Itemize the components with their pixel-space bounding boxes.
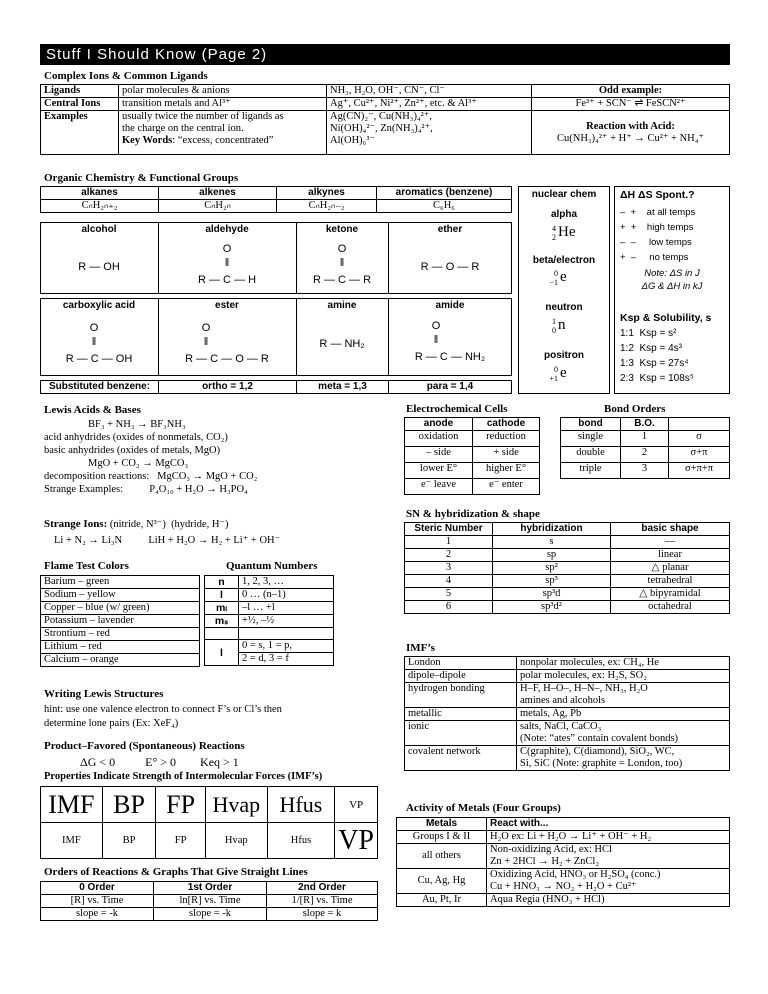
imf-type: ionic [405, 721, 517, 746]
alkynes-formula: CₙH₂ₙ₋₂ [277, 200, 377, 213]
order-2-graph: 1/[R] vs. Time [267, 895, 378, 908]
lewis-lines [44, 418, 257, 496]
spont-note-line1: Note: ΔS in J [644, 268, 700, 279]
quantum-symbol: mₛ [205, 615, 239, 628]
writing-lewis-heading: Writing Lewis Structures [44, 688, 164, 700]
metal-reaction [487, 844, 730, 869]
electro-cell: e⁻ leave [405, 479, 473, 495]
ksp-ratio: 1:2 [620, 343, 634, 354]
imf-big: IMF [41, 787, 103, 823]
positron-charge: +1 [549, 374, 558, 383]
lewis-line: MgO + CO₂ → MgCO₃ [88, 458, 189, 469]
electro-cell: + side [473, 447, 540, 463]
ester-double-bond: ‖ [203, 336, 209, 348]
ester-o: O [201, 322, 211, 334]
flame-row: Sodium – yellow [41, 589, 200, 602]
hfus-big: Hfus [267, 787, 335, 823]
metal-group: all others [397, 844, 487, 869]
bond-cell: 2 [621, 447, 669, 463]
hvap-big: Hvap [205, 787, 267, 823]
sn-table [404, 522, 730, 614]
metal-reaction [487, 869, 730, 894]
sn-cell: 5 [405, 588, 493, 601]
flame-table [40, 575, 200, 667]
ligands-label: Ligands [41, 85, 119, 98]
hvap-small: Hvap [205, 823, 267, 859]
lewis-line: Strange Examples: P₄O₁₀ + H₂O → H₃PO₄ [44, 484, 248, 495]
imf-heading: IMF’s [406, 642, 435, 654]
fp-small: FP [156, 823, 206, 859]
sn-cell: 2 [405, 549, 493, 562]
bond-cell: σ [669, 431, 730, 447]
nuclear-heading: nuclear chem [531, 189, 597, 200]
imf-desc-line: H–F, H–O–, H–N–, NH₃, H₂O [520, 683, 648, 694]
sn-cell: △ bipyramidal [611, 588, 730, 601]
ksp-expr: Ksp = 108s⁵ [639, 373, 694, 384]
order-1-slope: slope = -k [154, 908, 267, 921]
writing-lewis-line1: hint: use one valence electron to connect F’s or Cl’s then [44, 704, 282, 715]
metal-reaction: Aqua Regia (HNO₃ + HCl) [487, 894, 730, 907]
order-2-slope: slope = k [267, 908, 378, 921]
imf-desc-line: (Note: “ates” contain covalent bonds) [520, 733, 679, 744]
sn-cell: sp³d² [493, 601, 611, 614]
meta-label: meta = 1,3 [297, 381, 389, 394]
amide-label: amide [435, 300, 465, 311]
aldehyde-label: aldehyde [205, 224, 249, 235]
metal-group: Cu, Ag, Hg [397, 869, 487, 894]
flame-row: Barium – green [41, 576, 200, 589]
bond-header: bond [561, 418, 621, 431]
complex-ions-table [40, 84, 730, 155]
metal-group: Groups I & II [397, 831, 487, 844]
odd-example-eq: Fe³⁺ + SCN⁻ ⇌ FeSCN²⁺ [532, 98, 730, 111]
cathode-header: cathode [473, 418, 540, 431]
imf-desc: polar molecules, ex: H₂S, SO₂ [517, 670, 730, 683]
alpha-charge: 2 [552, 233, 556, 242]
carboxylic-o: O [89, 322, 99, 334]
bond-cell: σ+π [669, 447, 730, 463]
ksp-expr: Ksp = 27s⁴ [639, 358, 689, 369]
quantum-l-value: 0 = s, 1 = p, [239, 640, 334, 653]
central-ions-ex: Ag⁺, Cu²⁺, Ni²⁺, Zn²⁺, etc. & Al³⁺ [327, 98, 532, 111]
aldehyde-structure: R — C — H [197, 274, 257, 286]
orders-heading: Orders of Reactions & Graphs That Give Straight Lines [44, 866, 308, 878]
sn-cell: octahedral [611, 601, 730, 614]
order-1-graph: ln[R] vs. Time [154, 895, 267, 908]
order-2-header: 2nd Order [267, 882, 378, 895]
quantum-value: 0 … (n–1) [239, 589, 334, 602]
react-header: React with... [487, 818, 730, 831]
strange-ions-heading: Strange Ions: [44, 518, 108, 530]
sn-cell: 3 [405, 562, 493, 575]
examples-ex-line3: Al(OH)₆³⁻ [330, 135, 376, 146]
quantum-value: 1, 2, 3, … [239, 576, 334, 589]
shape-header: basic shape [611, 523, 730, 536]
positron-label: positron [544, 350, 584, 361]
ester-label: ester [215, 300, 239, 311]
ksp-ratio: 1:1 [620, 328, 634, 339]
aromatics-label: aromatics (benzene) [377, 187, 512, 200]
electro-heading: Electrochemical Cells [406, 403, 508, 415]
ester-structure: R — C — O — R [185, 353, 269, 365]
quantum-l-value: 2 = d, 3 = f [239, 653, 334, 666]
quantum-symbol: l [205, 589, 239, 602]
sn-cell: 6 [405, 601, 493, 614]
lewis-line: decomposition reactions: MgCO₃ → MgO + CO₂ [44, 471, 258, 482]
spont-note [614, 267, 730, 293]
aldehyde-o: O [222, 243, 232, 255]
ortho-label: ortho = 1,2 [159, 381, 297, 394]
alkanes-label: alkanes [41, 187, 159, 200]
alkynes-label: alkynes [277, 187, 377, 200]
neutron-charge: 0 [552, 326, 556, 335]
spont-row: + – no temps [620, 252, 689, 263]
quantum-symbol: mₗ [205, 602, 239, 615]
spont-row: – + at all temps [620, 207, 696, 218]
substituted-label: Substituted benzene: [41, 381, 159, 394]
bond-orders-table [560, 417, 730, 479]
beta-symbol: e [560, 269, 567, 285]
neutron-symbol: n [558, 317, 566, 333]
flame-heading: Flame Test Colors [44, 560, 129, 572]
bond-cell: triple [561, 463, 621, 479]
imf-type: London [405, 657, 517, 670]
sn-cell: △ planar [611, 562, 730, 575]
ksp-expr: Ksp = s² [639, 328, 677, 339]
metals-header: Metals [397, 818, 487, 831]
neutron-label: neutron [545, 302, 583, 313]
imf-type: dipole–dipole [405, 670, 517, 683]
flame-row: Copper – blue (w/ green) [41, 602, 200, 615]
lewis-heading: Lewis Acids & Bases [44, 404, 141, 416]
examples-label: Examples [41, 111, 119, 155]
metal-reaction-line: Non-oxidizing Acid, ex: HCl [490, 844, 612, 855]
sn-header: Steric Number [405, 523, 493, 536]
flame-row: Lithium – red [41, 641, 200, 654]
ligands-desc: polar molecules & anions [119, 85, 327, 98]
imf-desc-line: amines and alcohols [520, 695, 606, 706]
metal-reaction: H₂O ex: Li + H₂O → Li⁺ + OH⁻ + H₂ [487, 831, 730, 844]
substituted-benzene-table [40, 380, 512, 394]
sn-cell: 4 [405, 575, 493, 588]
ksp-ratio: 1:3 [620, 358, 634, 369]
sn-cell: sp³d [493, 588, 611, 601]
central-ions-desc: transition metals and Al³⁺ [119, 98, 327, 111]
spont-row: + + high temps [620, 222, 694, 233]
sn-cell: 1 [405, 536, 493, 549]
ksp-expr: Ksp = 4s³ [639, 343, 682, 354]
acid-reaction-title: Reaction with Acid: [586, 120, 675, 132]
metal-reaction-line: Oxidizing Acid, HNO₃ or H₂SO₄ (conc.) [490, 869, 661, 880]
examples-ex-line2: Ni(OH)₄²⁻, Zn(NH₃)₄²⁺, [330, 123, 433, 134]
beta-charge: −1 [549, 278, 558, 287]
strange-ions-desc: (nitride, N³⁻) (hydride, H⁻) [107, 519, 229, 530]
electro-cell: lower E° [405, 463, 473, 479]
order-1-header: 1st Order [154, 882, 267, 895]
ksp-row [620, 341, 694, 356]
metals-table [396, 817, 730, 907]
bond-cell: 1 [621, 431, 669, 447]
positron-symbol: e [560, 365, 567, 381]
vp-small: VP [335, 787, 378, 823]
central-ions-label: Central Ions [41, 98, 119, 111]
sn-heading: SN & hybridization & shape [406, 508, 540, 520]
product-eq: ΔG < 0 E° > 0 Keq > 1 [80, 755, 239, 769]
alpha-label: alpha [550, 209, 578, 220]
page-title: Stuff I Should Know (Page 2) [40, 44, 730, 65]
imf-desc: metals, Ag, Pb [517, 708, 730, 721]
electro-cell: oxidation [405, 431, 473, 447]
bond-cell: double [561, 447, 621, 463]
sn-cell: — [611, 536, 730, 549]
organic-heading: Organic Chemistry & Functional Groups [44, 172, 239, 184]
metal-reaction-line: Cu + HNO₃ → NO₂ + H₂O + Cu²⁺ [490, 881, 637, 892]
props-heading: Properties Indicate Strength of Intermolecular Forces (IMF’s) [44, 771, 323, 782]
carboxylic-structure: R — C — OH [65, 353, 133, 365]
fp-big: FP [156, 787, 206, 823]
props-table [40, 786, 378, 859]
beta-mass: 0 [554, 269, 558, 278]
flame-row: Potassium – lavender [41, 615, 200, 628]
imf-desc [517, 746, 730, 771]
electro-cell: reduction [473, 431, 540, 447]
ksp-ratio: 2:3 [620, 373, 634, 384]
alpha-symbol: He [558, 224, 576, 240]
ksp-row [620, 356, 694, 371]
amide-structure: R — C — NH₂ [414, 351, 486, 363]
lewis-line: basic anhydrides (oxides of metals, MgO) [44, 445, 221, 456]
alkanes-formula: CₙH₂ₙ₊₂ [41, 200, 159, 213]
examples-desc [119, 111, 327, 155]
ksp-row [620, 326, 694, 341]
quantum-table [204, 575, 334, 666]
sn-cell: linear [611, 549, 730, 562]
orders-table [40, 881, 378, 921]
key-words: : “excess, concentrated” [172, 135, 274, 146]
electro-table [404, 417, 540, 495]
spont-note-line2: ΔG & ΔH in kJ [641, 281, 703, 292]
examples-desc-line1: usually twice the number of ligands as [122, 111, 284, 122]
imf-type: hydrogen bonding [405, 683, 517, 708]
bp-big: BP [102, 787, 156, 823]
bp-small: BP [102, 823, 156, 859]
amine-structure: R — NH₂ [319, 338, 365, 350]
ketone-double-bond: ‖ [339, 257, 345, 269]
odd-example-title: Odd example: [532, 85, 730, 98]
quantum-value: –l … +l [239, 602, 334, 615]
order-0-slope: slope = -k [41, 908, 154, 921]
flame-row: Calcium – orange [41, 654, 200, 667]
positron-mass: 0 [554, 365, 558, 374]
amide-double-bond: ‖ [433, 334, 439, 346]
imf-type: covalent network [405, 746, 517, 771]
hydrocarbon-table [40, 186, 512, 213]
aromatics-formula: C₆H₆ [377, 200, 512, 213]
quantum-symbol: n [205, 576, 239, 589]
strange-ions [44, 518, 229, 530]
acid-reaction [532, 111, 730, 155]
writing-lewis-line2: determine lone pairs (Ex: XeF₄) [44, 718, 179, 729]
bond-orders-heading: Bond Orders [604, 403, 666, 415]
imf-desc [517, 683, 730, 708]
ether-structure: R — O — R [420, 261, 480, 273]
electro-cell: e⁻ enter [473, 479, 540, 495]
order-0-graph: [R] vs. Time [41, 895, 154, 908]
quantum-heading: Quantum Numbers [226, 560, 318, 572]
alcohol-label: alcohol [81, 224, 117, 235]
bo-header: B.O. [621, 418, 669, 431]
para-label: para = 1,4 [389, 381, 512, 394]
bond-cell: single [561, 431, 621, 447]
quantum-value: +½, –½ [239, 615, 334, 628]
imf-desc [517, 721, 730, 746]
imf-desc-line: Si, SiC (Note: graphite = London, too) [520, 758, 683, 769]
ksp-heading: Ksp & Solubility, s [620, 312, 712, 324]
metal-group: Au, Pt, Ir [397, 894, 487, 907]
acid-reaction-eq: Cu(NH₃)₄²⁺ + H⁺ → Cu²⁺ + NH₄⁺ [557, 132, 704, 144]
imf-desc-line: C(graphite), C(diamond), SiO₂, WC, [520, 746, 675, 757]
vp-big: VP [335, 823, 378, 859]
product-heading: Product–Favored (Spontaneous) Reactions [44, 740, 245, 752]
ksp-row [620, 371, 694, 386]
amide-o: O [431, 320, 441, 332]
imf-small: IMF [41, 823, 103, 859]
bond-cell: σ+π+π [669, 463, 730, 479]
hybridization-header: hybridization [493, 523, 611, 536]
lewis-line: BF₃ + NH₃ → BF₃NH₃ [88, 419, 186, 430]
bond-cell: 3 [621, 463, 669, 479]
quantum-l-symbol: l [205, 640, 239, 666]
examples-ex [327, 111, 532, 155]
alkenes-label: alkenes [159, 187, 277, 200]
strange-ions-eq: Li + N₂ → Li₃N LiH + H₂O → H₂ + Li⁺ + OH⁻ [54, 535, 281, 546]
metal-reaction-line: Zn + 2HCl → H₂ + ZnCl₂ [490, 856, 599, 867]
sn-cell: sp [493, 549, 611, 562]
sn-cell: sp³ [493, 575, 611, 588]
examples-desc-line2: the charge on the central ion. [122, 123, 244, 134]
hfus-small: Hfus [267, 823, 335, 859]
anode-header: anode [405, 418, 473, 431]
examples-ex-line1: Ag(CN)₂⁻, Cu(NH₃)₄²⁺, [330, 111, 432, 122]
carboxylic-double-bond: ‖ [91, 336, 97, 348]
sn-cell: s [493, 536, 611, 549]
imf-desc: nonpolar molecules, ex: CH₄, He [517, 657, 730, 670]
key-words-label: Key Words [122, 135, 173, 146]
amine-label: amine [327, 300, 357, 311]
neutron-mass: 1 [552, 317, 556, 326]
flame-row: Strontium – red [41, 628, 200, 641]
electro-cell: higher E° [473, 463, 540, 479]
electro-cell: – side [405, 447, 473, 463]
alkenes-formula: CₙH₂ₙ [159, 200, 277, 213]
sn-cell: tetrahedral [611, 575, 730, 588]
ketone-o: O [337, 243, 347, 255]
ligands-ex: NH₃, H₂O, OH⁻, CN⁻, Cl⁻ [327, 85, 532, 98]
ketone-label: ketone [325, 224, 359, 235]
beta-label: beta/electron [532, 255, 596, 266]
lewis-line: acid anhydrides (oxides of nonmetals, CO₂) [44, 432, 228, 443]
order-0-header: 0 Order [41, 882, 154, 895]
imf-type: metallic [405, 708, 517, 721]
imf-table [404, 656, 730, 771]
sn-cell: sp² [493, 562, 611, 575]
ether-label: ether [437, 224, 463, 235]
ksp-rows [620, 326, 694, 386]
carboxylic-label: carboxylic acid [62, 300, 136, 311]
spont-heading: ΔH ΔS Spont.? [620, 189, 695, 201]
alpha-mass: 4 [552, 224, 556, 233]
imf-desc-line: salts, NaCl, CaCO₃ [520, 721, 602, 732]
complex-ions-heading: Complex Ions & Common Ligands [44, 70, 208, 82]
ketone-structure: R — C — R [312, 274, 372, 286]
aldehyde-double-bond: ‖ [224, 257, 230, 269]
spont-row: – – low temps [620, 237, 692, 248]
spont-rows [620, 205, 695, 265]
alcohol-structure: R — OH [78, 261, 120, 273]
metals-heading: Activity of Metals (Four Groups) [406, 802, 561, 814]
